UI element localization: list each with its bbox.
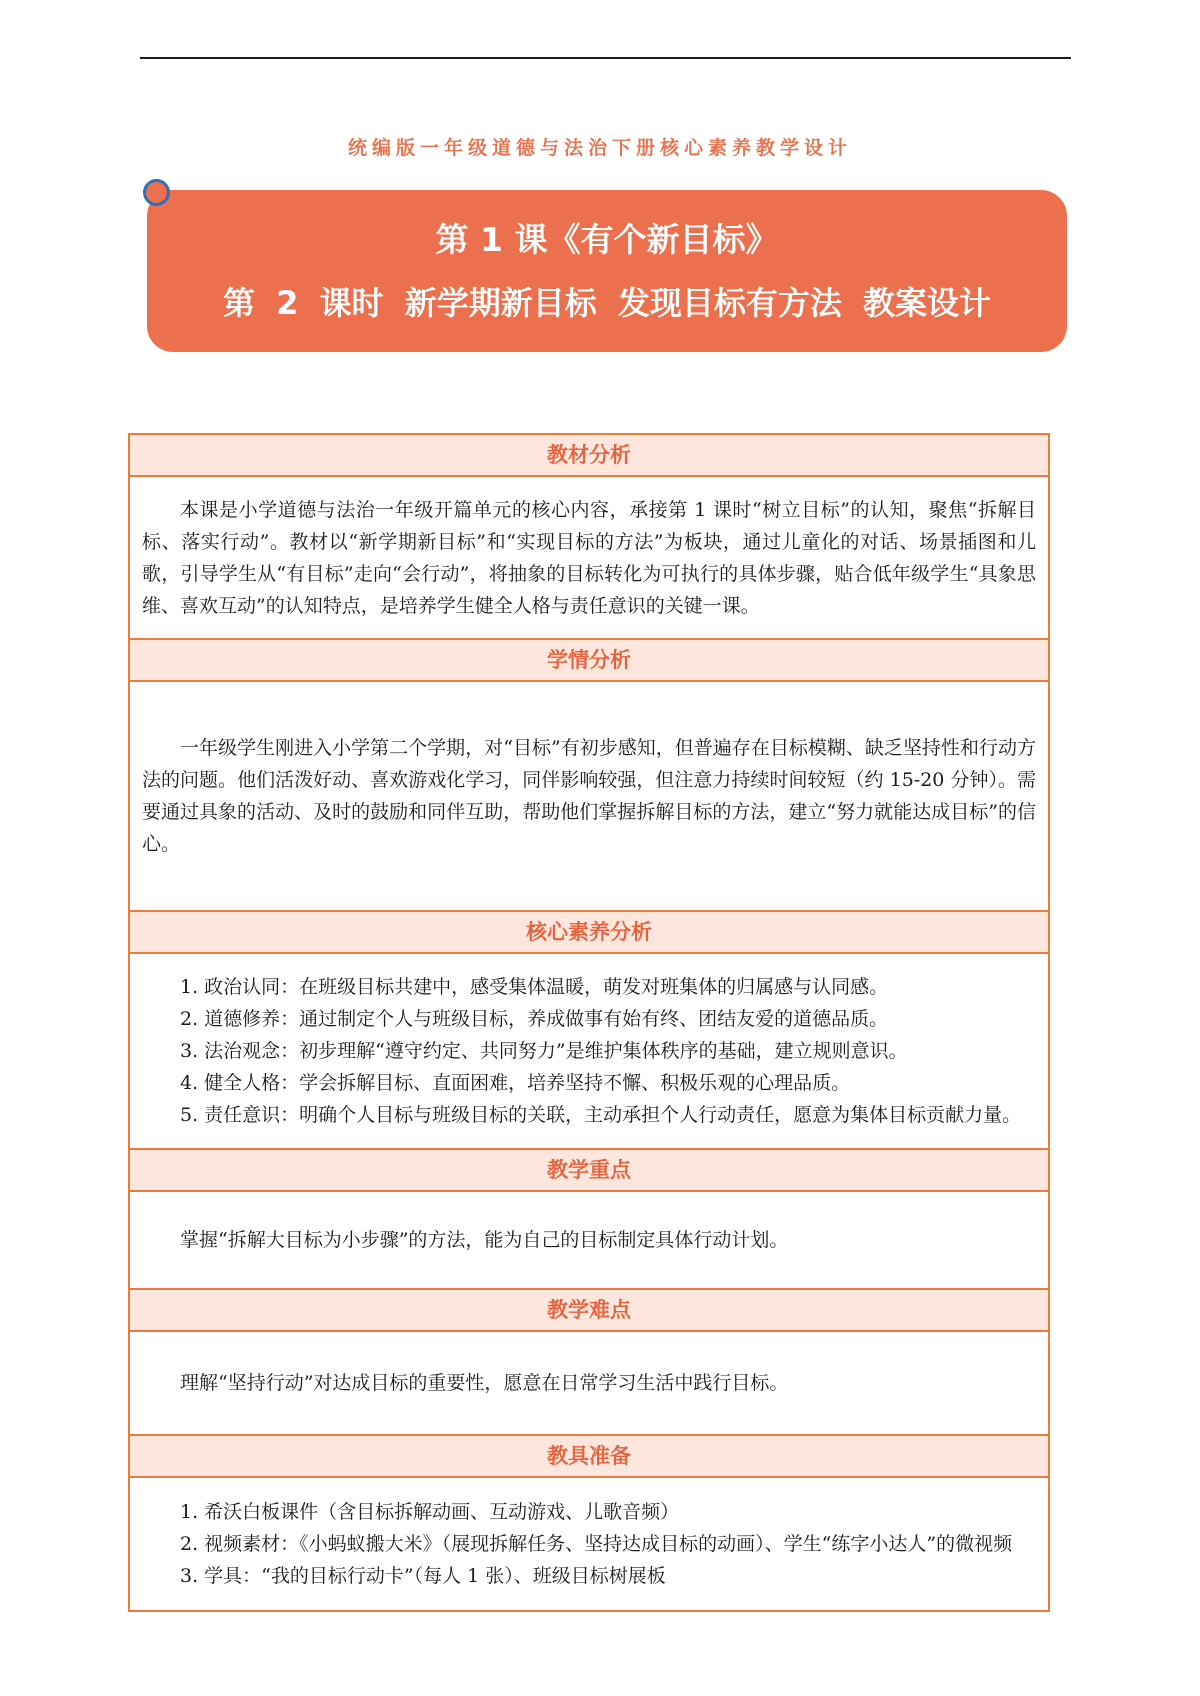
literacy-item: 2. 道德修养：通过制定个人与班级目标，养成做事有始有终、团结友爱的道德品质。 bbox=[180, 1008, 889, 1030]
section-body-materials-prep bbox=[130, 1478, 1048, 1610]
prep-item: 3. 学具：“我的目标行动卡”（每人 1 张）、班级目标树展板 bbox=[180, 1565, 666, 1587]
lesson-title: 第 1 课《有个新目标》 bbox=[435, 220, 779, 259]
section-body-students bbox=[130, 682, 1048, 912]
prep-item: 2. 视频素材：《小蚂蚁搬大米》（展现拆解任务、坚持达成目标的动画）、学生“练字小达人”的微视频 bbox=[180, 1533, 1013, 1555]
key-point-text: 掌握“拆解大目标为小步骤”的方法，能为自己的目标制定具体行动计划。 bbox=[180, 1229, 789, 1251]
material-analysis-text: 本课是小学道德与法治一年级开篇单元的核心内容，承接第 1 课时“树立目标”的认知，聚焦“拆解目标、落实行动”。教材以“新学期新目标”和“实现目标的方法”为板块，通过儿童化的对话、场景插图和儿歌，引导学生从“有目标”走向“会行动”，将抽象的目标转化为可执行的具体步骤，贴合低年级学生“具象思维、喜欢互动”的认知特点，是培养学生健全人格与责任意识的关键一课。 bbox=[142, 498, 1036, 617]
prep-item: 1. 希沃白板课件（含目标拆解动画、互动游戏、儿歌音频） bbox=[180, 1501, 680, 1523]
section-heading-students: 学情分析 bbox=[130, 640, 1048, 682]
literacy-item: 1. 政治认同：在班级目标共建中，感受集体温暖，萌发对班集体的归属感与认同感。 bbox=[180, 976, 889, 998]
section-body-key-point bbox=[130, 1192, 1048, 1290]
section-heading-difficulty: 教学难点 bbox=[130, 1290, 1048, 1332]
literacy-item: 4. 健全人格：学会拆解目标、直面困难，培养坚持不懈、积极乐观的心理品质。 bbox=[180, 1072, 851, 1094]
section-body-material bbox=[130, 477, 1048, 640]
lesson-plan-table bbox=[128, 433, 1050, 1612]
student-analysis-text: 一年级学生刚进入小学第二个学期，对“目标”有初步感知，但普遍存在目标模糊、缺乏坚持性和行动方法的问题。他们活泼好动、喜欢游戏化学习，同伴影响较强，但注意力持续时间较短（约 15-20 分钟）。需要通过具象的活动、及时的鼓励和同伴互助，帮助他们掌握拆解目标的方法，建立“努力就能达成目标”的信心。 bbox=[142, 737, 1036, 855]
section-heading-literacy: 核心素养分析 bbox=[130, 912, 1048, 954]
difficulty-text: 理解“坚持行动”对达成目标的重要性，愿意在日常学习生活中践行目标。 bbox=[180, 1372, 789, 1394]
series-title: 统编版一年级道德与法治下册核心素养教学设计 bbox=[347, 137, 852, 159]
section-heading-material: 教材分析 bbox=[130, 435, 1048, 477]
section-body-difficulty bbox=[130, 1332, 1048, 1436]
section-body-literacy bbox=[130, 954, 1048, 1150]
title-banner bbox=[147, 190, 1067, 352]
section-heading-materials-prep: 教具准备 bbox=[130, 1436, 1048, 1478]
section-heading-key-point: 教学重点 bbox=[130, 1150, 1048, 1192]
banner-dot-decoration bbox=[143, 179, 170, 206]
top-rule bbox=[140, 57, 1071, 59]
literacy-item: 3. 法治观念：初步理解“遵守约定、共同努力”是维护集体秩序的基础，建立规则意识。 bbox=[180, 1040, 908, 1062]
session-title: 第 2 课时 新学期新目标 发现目标有方法 教案设计 bbox=[223, 284, 991, 322]
literacy-item: 5. 责任意识：明确个人目标与班级目标的关联，主动承担个人行动责任，愿意为集体目标贡献力量。 bbox=[180, 1104, 1022, 1126]
